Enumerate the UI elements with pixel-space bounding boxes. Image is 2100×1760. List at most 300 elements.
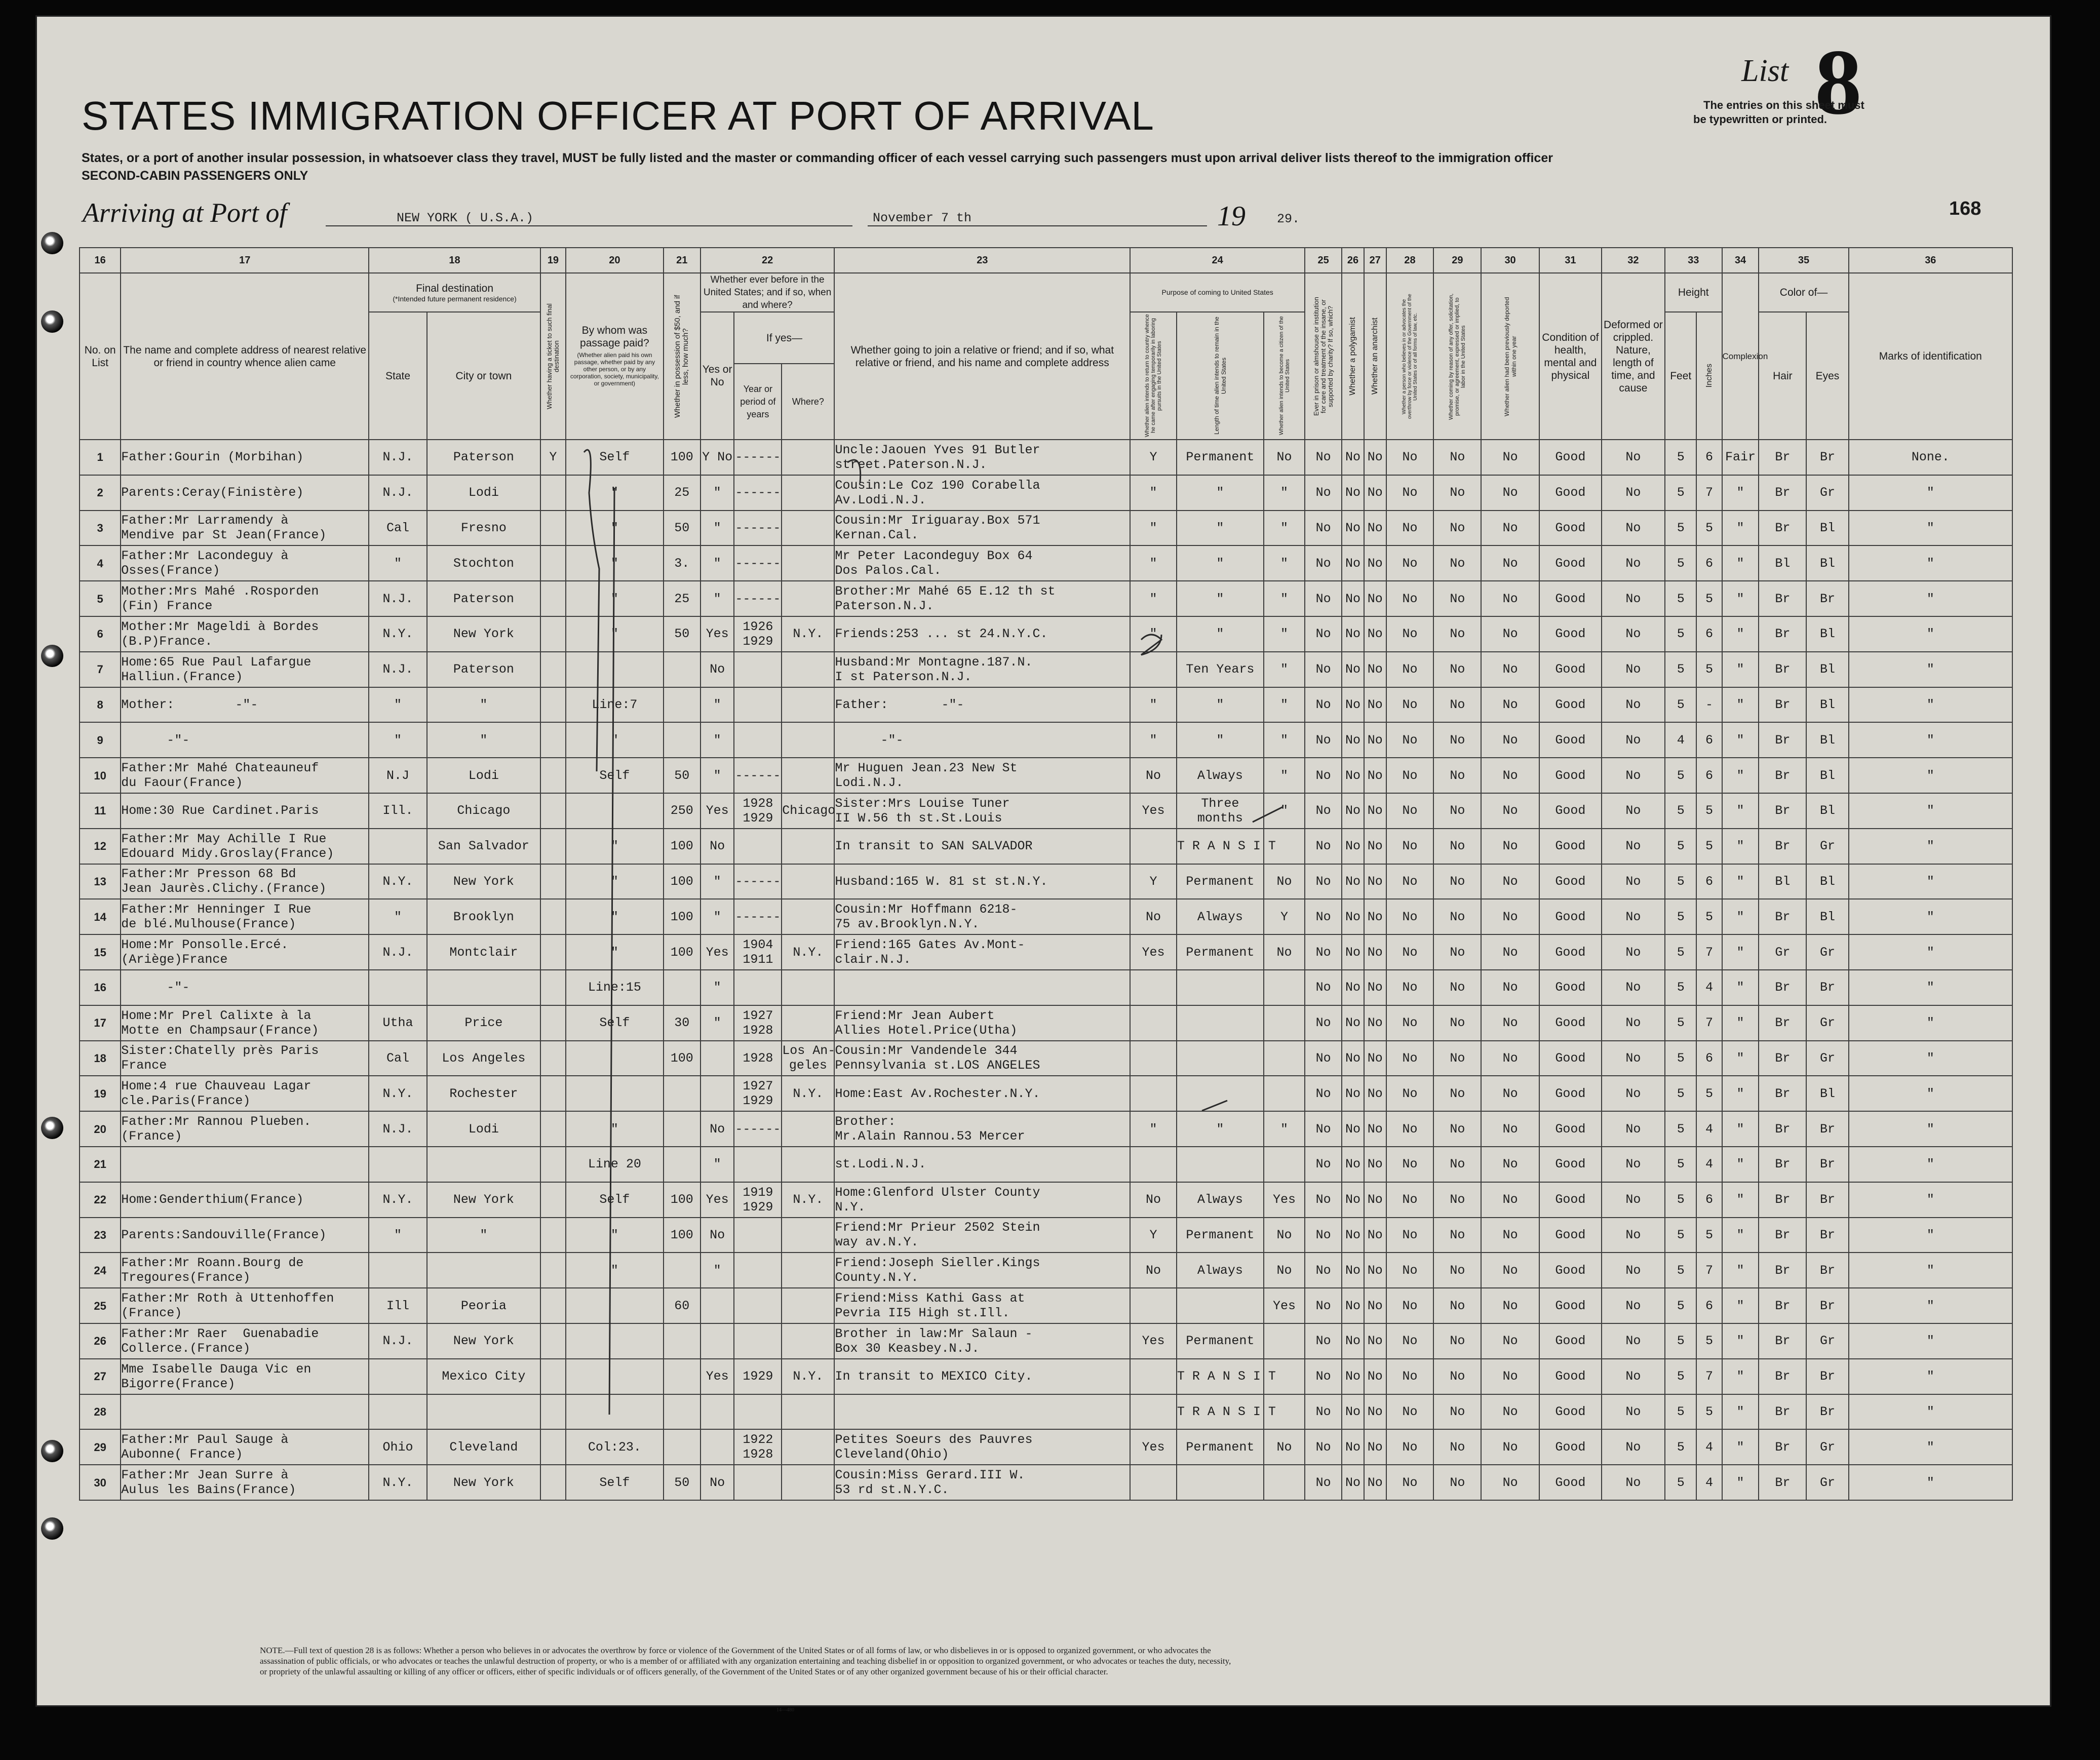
cell-rel: Sister:Chatelly près Paris France	[121, 1041, 369, 1076]
colnum-33: 33	[1665, 248, 1722, 273]
cell-c29: No	[1433, 1218, 1481, 1253]
cell-year: ------	[734, 758, 782, 793]
cell-where: N.Y.	[782, 934, 834, 970]
cell-cit: Yes	[1264, 1288, 1305, 1323]
cell-c29: No	[1433, 440, 1481, 475]
cell-city: Paterson	[427, 652, 540, 687]
cell-c29: No	[1433, 652, 1481, 687]
cell-len: Always	[1177, 1253, 1264, 1288]
cell-rel: Father:Mr Roann.Bourg de Tregoures(France)	[121, 1253, 369, 1288]
cell-yn: Yes	[701, 793, 734, 829]
cell-hair: Br	[1759, 1182, 1806, 1218]
cell-c29: No	[1433, 1182, 1481, 1218]
class-line: SECOND-CABIN PASSENGERS ONLY	[82, 169, 308, 183]
cell-marks: "	[1849, 829, 2012, 864]
cell-c28: No	[1386, 581, 1434, 616]
cell-join: Sister:Mrs Louise Tuner II W.56 th st.St.Louis	[834, 793, 1130, 829]
colnum-25: 25	[1305, 248, 1342, 273]
footnote: NOTE.—Full text of question 28 is as follows: Whether a person who believes in or advocates the overthrow by force or violence of the Government of the United States or of all forms of law, or who disbelieves in or is opposed to organized government, or who advocates the assassination of public officials, or who advocates or teaches the unlawful destruction of property, or who is a member of or affiliated with any organization entertaining and teaching disbelief in or opposition to organized government, or who advocates or teaches the duty, necessity, or propriety of the unlawful assaulting or killing of any officer or officers, either of specific individuals or of officers generally, of the Government of the United States or of any other organized government because of his or their official character.	[260, 1646, 1231, 1676]
cell-c25: No	[1305, 970, 1342, 1005]
cell-inches: 5	[1696, 1076, 1722, 1111]
hair-header: Hair	[1759, 312, 1806, 440]
colnum-31: 31	[1539, 248, 1602, 273]
date-value: November 7 th	[873, 211, 972, 225]
cell-rel: Home:30 Rue Cardinet.Paris	[121, 793, 369, 829]
cell-inches: 5	[1696, 581, 1722, 616]
cell-c29: No	[1433, 1111, 1481, 1147]
cell-hair: Br	[1759, 440, 1806, 475]
cell-c30: No	[1481, 1147, 1539, 1182]
cell-rel: Home:4 rue Chauveau Lagar cle.Paris(France)	[121, 1076, 369, 1111]
cell-len: Always	[1177, 758, 1264, 793]
cell-c27: No	[1364, 829, 1386, 864]
cell-marks: None.	[1849, 440, 2012, 475]
cell-c26: No	[1342, 1076, 1364, 1111]
cell-deformed: No	[1602, 616, 1665, 652]
cell-rel: Mother:Mrs Mahé .Rosporden (Fin) France	[121, 581, 369, 616]
cell-inches: 5	[1696, 652, 1722, 687]
cell-marks: "	[1849, 1147, 2012, 1182]
cell-c30: No	[1481, 545, 1539, 581]
cell-city: Paterson	[427, 440, 540, 475]
year-period-header: Year or period of years	[734, 364, 782, 440]
cell-hair: Bl	[1759, 545, 1806, 581]
marks-header: Marks of identification	[1849, 273, 2012, 440]
subtitle: States, or a port of another insular possession, in whatsoever class they travel, MUST be fully listed and the master or commanding officer of each vessel carrying such passengers must upon arrival deliver lists thereof to the immigration officer	[82, 151, 1553, 165]
cell-len: "	[1177, 722, 1264, 758]
cell-c27: No	[1364, 1359, 1386, 1394]
cell-feet: 5	[1665, 581, 1697, 616]
cell-complexion: "	[1722, 1111, 1759, 1147]
cell-cit: No	[1264, 934, 1305, 970]
cell-health: Good	[1539, 475, 1602, 511]
handwritten-mark-1	[847, 460, 861, 483]
cell-yn: "	[701, 864, 734, 899]
cell-deformed: No	[1602, 934, 1665, 970]
cell-money: 50	[664, 758, 701, 793]
cell-health: Good	[1539, 1288, 1602, 1323]
cell-deformed: No	[1602, 687, 1665, 723]
cell-inches: -	[1696, 687, 1722, 723]
cell-eyes: Bl	[1806, 793, 1848, 829]
cell-c27: No	[1364, 1041, 1386, 1076]
cell-state: N.Y.	[369, 1182, 427, 1218]
form-number: 14—480	[776, 1707, 794, 1713]
cell-no: 3	[80, 511, 121, 546]
list-label: List	[1741, 54, 1789, 88]
cell-deformed: No	[1602, 475, 1665, 511]
cell-c28: No	[1386, 1323, 1434, 1359]
cell-inches: 6	[1696, 616, 1722, 652]
before-header: Whether ever before in the United States; and if so, when and where?	[701, 273, 835, 312]
cell-feet: 5	[1665, 793, 1697, 829]
cell-deformed: No	[1602, 1429, 1665, 1465]
cell-deformed: No	[1602, 1147, 1665, 1182]
binding-hole	[41, 310, 63, 333]
cell-c29: No	[1433, 722, 1481, 758]
colnum-28: 28	[1386, 248, 1434, 273]
cell-c26: No	[1342, 1182, 1364, 1218]
cell-eyes: Bl	[1806, 899, 1848, 934]
cell-state: N.J.	[369, 652, 427, 687]
cell-deformed: No	[1602, 864, 1665, 899]
cell-marks: "	[1849, 545, 2012, 581]
cell-cit: "	[1264, 793, 1305, 829]
cell-join: Cousin:Mr Vandendele 344 Pennsylvania st.LOS ANGELES	[834, 1041, 1130, 1076]
cell-c28: No	[1386, 1041, 1434, 1076]
cell-join: Cousin:Mr Hoffmann 6218- 75 av.Brooklyn.N.Y.	[834, 899, 1130, 934]
cell-c30: No	[1481, 758, 1539, 793]
cell-c28: No	[1386, 1218, 1434, 1253]
cell-complexion: "	[1722, 793, 1759, 829]
cell-state: "	[369, 1218, 427, 1253]
cell-c30: No	[1481, 1429, 1539, 1465]
passage-title: By whom was passage paid?	[580, 324, 649, 349]
cell-no: 30	[80, 1465, 121, 1500]
cell-no: 17	[80, 1005, 121, 1041]
cell-ret: "	[1130, 687, 1177, 723]
cell-marks: "	[1849, 581, 2012, 616]
cell-hair: Br	[1759, 1465, 1806, 1500]
cell-city: Montclair	[427, 934, 540, 970]
cell-c27: No	[1364, 475, 1386, 511]
cell-city: "	[427, 687, 540, 723]
cell-join: In transit to MEXICO City.	[834, 1359, 1130, 1394]
colnum-20: 20	[566, 248, 664, 273]
cell-c28: No	[1386, 864, 1434, 899]
cell-c27: No	[1364, 581, 1386, 616]
port-value: NEW YORK ( U.S.A.)	[397, 211, 534, 225]
cell-c26: No	[1342, 970, 1364, 1005]
cell-feet: 5	[1665, 758, 1697, 793]
colnum-36: 36	[1849, 248, 2012, 273]
cell-yn: "	[701, 722, 734, 758]
cell-c30: No	[1481, 899, 1539, 934]
cell-inches: 7	[1696, 1253, 1722, 1288]
cell-paid: "	[566, 1111, 664, 1147]
cell-c26: No	[1342, 1218, 1364, 1253]
cell-yn: "	[701, 758, 734, 793]
cell-city: Chicago	[427, 793, 540, 829]
cell-c27: No	[1364, 1288, 1386, 1323]
cell-no: 7	[80, 652, 121, 687]
cell-health: Good	[1539, 934, 1602, 970]
cell-cit: "	[1264, 1111, 1305, 1147]
cell-c30: No	[1481, 1465, 1539, 1500]
final-destination-note: (*Intended future permanent residence)	[393, 294, 517, 303]
cell-c29: No	[1433, 934, 1481, 970]
cell-c27: No	[1364, 1111, 1386, 1147]
cell-year: ------	[734, 475, 782, 511]
colnum-23: 23	[834, 248, 1130, 273]
cell-ret: "	[1130, 616, 1177, 652]
cell-rel: Home:65 Rue Paul Lafargue Halliun.(France)	[121, 652, 369, 687]
cell-yn: No	[701, 1218, 734, 1253]
colnum-34: 34	[1722, 248, 1759, 273]
cell-c30: No	[1481, 722, 1539, 758]
cell-cit: "	[1264, 687, 1305, 723]
cell-marks: "	[1849, 1394, 2012, 1430]
cell-year: 1928	[734, 1041, 782, 1076]
cell-hair: Br	[1759, 970, 1806, 1005]
cell-city: Price	[427, 1005, 540, 1041]
cell-no: 12	[80, 829, 121, 864]
cell-c26: No	[1342, 687, 1364, 723]
cell-marks: "	[1849, 1111, 2012, 1147]
cell-feet: 5	[1665, 1147, 1697, 1182]
cell-paid: "	[566, 545, 664, 581]
cell-c28: No	[1386, 970, 1434, 1005]
cell-c30: No	[1481, 1218, 1539, 1253]
cell-cit: "	[1264, 758, 1305, 793]
cell-feet: 5	[1665, 652, 1697, 687]
cell-yn: "	[701, 1147, 734, 1182]
cell-c28: No	[1386, 1147, 1434, 1182]
cell-city: Brooklyn	[427, 899, 540, 934]
c27-header-text: Whether an anarchist	[1370, 318, 1379, 395]
list-number: 8	[1815, 30, 1862, 134]
cell-eyes: Bl	[1806, 687, 1848, 723]
cell-c29: No	[1433, 616, 1481, 652]
cell-c29: No	[1433, 1323, 1481, 1359]
cell-join: Mr Huguen Jean.23 New St Lodi.N.J.	[834, 758, 1130, 793]
cell-state: Ill.	[369, 793, 427, 829]
if-yes-header: If yes—	[734, 312, 834, 364]
cell-money: 3.	[664, 545, 701, 581]
c25-header-text: Ever in prison or almshouse or institution for care and treatment of the insane, or supported by charity? If so, which?	[1312, 297, 1334, 416]
cell-c30: No	[1481, 581, 1539, 616]
cell-city: Stochton	[427, 545, 540, 581]
cell-paid: Self	[566, 758, 664, 793]
colnum-30: 30	[1481, 248, 1539, 273]
cell-feet: 4	[1665, 722, 1697, 758]
cell-feet: 5	[1665, 1076, 1697, 1111]
cell-health: Good	[1539, 1005, 1602, 1041]
cell-money: 50	[664, 511, 701, 546]
cell-c25: No	[1305, 934, 1342, 970]
cell-paid: Col:23.	[566, 1429, 664, 1465]
cell-hair: Gr	[1759, 934, 1806, 970]
cell-city: Fresno	[427, 511, 540, 546]
cell-join: Uncle:Jaouen Yves 91 Butler street.Paterson.N.J.	[834, 440, 1130, 475]
cell-inches: 6	[1696, 1041, 1722, 1076]
cell-c26: No	[1342, 864, 1364, 899]
cell-marks: "	[1849, 687, 2012, 723]
cell-paid: Line:7	[566, 687, 664, 723]
cell-city: Lodi	[427, 475, 540, 511]
cell-c28: No	[1386, 1182, 1434, 1218]
binding-hole	[41, 1117, 63, 1139]
cell-complexion: "	[1722, 1465, 1759, 1500]
colnum-26: 26	[1342, 248, 1364, 273]
cell-cit: No	[1264, 1253, 1305, 1288]
cell-c30: No	[1481, 1041, 1539, 1076]
cell-join: Mr Peter Lacondeguy Box 64 Dos Palos.Cal.	[834, 545, 1130, 581]
cell-paid: Self	[566, 440, 664, 475]
cell-complexion: "	[1722, 475, 1759, 511]
cell-c27: No	[1364, 511, 1386, 546]
cell-state: "	[369, 545, 427, 581]
cell-c29: No	[1433, 475, 1481, 511]
cell-inches: 4	[1696, 1429, 1722, 1465]
cell-c27: No	[1364, 1323, 1386, 1359]
cell-marks: "	[1849, 758, 2012, 793]
cell-inches: 7	[1696, 1005, 1722, 1041]
cell-len: Permanent	[1177, 934, 1264, 970]
cell-yn: "	[701, 475, 734, 511]
cell-marks: "	[1849, 1253, 2012, 1288]
cell-feet: 5	[1665, 1005, 1697, 1041]
cell-paid: Self	[566, 1005, 664, 1041]
cell-health: Good	[1539, 864, 1602, 899]
cell-state: Utha	[369, 1005, 427, 1041]
cell-deformed: No	[1602, 1359, 1665, 1394]
year-prefix: 19	[1217, 201, 1246, 232]
colnum-16: 16	[80, 248, 121, 273]
cell-c28: No	[1386, 722, 1434, 758]
cell-c25: No	[1305, 1111, 1342, 1147]
cell-marks: "	[1849, 1465, 2012, 1500]
cell-paid: "	[566, 1253, 664, 1288]
cell-no: 8	[80, 687, 121, 723]
cell-health: Good	[1539, 1359, 1602, 1394]
colnum-21: 21	[664, 248, 701, 273]
cell-ticket: Y	[540, 440, 566, 475]
cell-year: 1926 1929	[734, 616, 782, 652]
cell-eyes: Br	[1806, 440, 1848, 475]
cell-where: Chicago	[782, 793, 834, 829]
cell-len: Ten Years	[1177, 652, 1264, 687]
handwritten-mark-2	[1141, 635, 1161, 655]
cell-cit: "	[1264, 475, 1305, 511]
cell-feet: 5	[1665, 1253, 1697, 1288]
cell-hair: Br	[1759, 616, 1806, 652]
cell-c28: No	[1386, 1429, 1434, 1465]
cell-hair: Bl	[1759, 864, 1806, 899]
cell-eyes: Bl	[1806, 722, 1848, 758]
cell-no: 26	[80, 1323, 121, 1359]
c29-header-text: Whether coming by reason of any offer, solicitation, promise, or agreement, expressed or implied, to labor in the United States	[1448, 293, 1467, 420]
cell-ret: Yes	[1130, 1323, 1177, 1359]
cell-c26: No	[1342, 829, 1364, 864]
cell-inches: 5	[1696, 793, 1722, 829]
cell-marks: "	[1849, 1076, 2012, 1111]
cell-deformed: No	[1602, 758, 1665, 793]
cell-deformed: No	[1602, 1218, 1665, 1253]
cell-c25: No	[1305, 1323, 1342, 1359]
cell-c26: No	[1342, 1253, 1364, 1288]
cell-ret: "	[1130, 511, 1177, 546]
cell-c30: No	[1481, 970, 1539, 1005]
binding-hole	[41, 1517, 63, 1540]
colnum-19: 19	[540, 248, 566, 273]
cell-c28: No	[1386, 1394, 1434, 1430]
cell-feet: 5	[1665, 864, 1697, 899]
cell-c25: No	[1305, 1394, 1342, 1430]
cell-rel: Home:Mr Prel Calixte à la Motte en Champsaur(France)	[121, 1005, 369, 1041]
cell-deformed: No	[1602, 1465, 1665, 1500]
cell-eyes: Br	[1806, 1218, 1848, 1253]
cell-deformed: No	[1602, 1394, 1665, 1430]
cell-c26: No	[1342, 1323, 1364, 1359]
cell-ret: "	[1130, 581, 1177, 616]
cell-marks: "	[1849, 1005, 2012, 1041]
cell-city: New York	[427, 616, 540, 652]
cell-health: Good	[1539, 581, 1602, 616]
cell-rel: Mme Isabelle Dauga Vic en Bigorre(France)	[121, 1359, 369, 1394]
cell-state: N.J.	[369, 475, 427, 511]
cell-no: 15	[80, 934, 121, 970]
cell-feet: 5	[1665, 687, 1697, 723]
cell-no: 28	[80, 1394, 121, 1430]
cell-health: Good	[1539, 1323, 1602, 1359]
cell-year: 1927 1928	[734, 1005, 782, 1041]
c30-header-text: Whether alien had been previously deported within one year	[1503, 296, 1518, 416]
cell-eyes: Bl	[1806, 1076, 1848, 1111]
cell-complexion: "	[1722, 1076, 1759, 1111]
cell-deformed: No	[1602, 970, 1665, 1005]
cell-health: Good	[1539, 1253, 1602, 1288]
cell-cit: "	[1264, 511, 1305, 546]
cell-join: Brother:Mr Mahé 65 E.12 th st Paterson.N.J.	[834, 581, 1130, 616]
cell-feet: 5	[1665, 511, 1697, 546]
cell-money: 100	[664, 899, 701, 934]
cell-join: Friend:Joseph Sieller.Kings County.N.Y.	[834, 1253, 1130, 1288]
cell-c29: No	[1433, 970, 1481, 1005]
cell-health: Good	[1539, 970, 1602, 1005]
cell-inches: 5	[1696, 829, 1722, 864]
cell-city: Los Angeles	[427, 1041, 540, 1076]
cell-city: Lodi	[427, 758, 540, 793]
cell-c28: No	[1386, 1288, 1434, 1323]
cell-ret: Y	[1130, 864, 1177, 899]
cell-c30: No	[1481, 934, 1539, 970]
cell-inches: 6	[1696, 864, 1722, 899]
cell-deformed: No	[1602, 1111, 1665, 1147]
cell-feet: 5	[1665, 616, 1697, 652]
cell-deformed: No	[1602, 1288, 1665, 1323]
cell-inches: 6	[1696, 440, 1722, 475]
cell-yn: Yes	[701, 616, 734, 652]
cell-paid: Line:15	[566, 970, 664, 1005]
cell-complexion: "	[1722, 1041, 1759, 1076]
cell-c27: No	[1364, 758, 1386, 793]
cell-len: "	[1177, 1111, 1264, 1147]
cell-complexion: "	[1722, 687, 1759, 723]
cell-state: N.Y.	[369, 864, 427, 899]
cell-c28: No	[1386, 616, 1434, 652]
cell-eyes: Br	[1806, 1111, 1848, 1147]
cell-len: Always	[1177, 1182, 1264, 1218]
manifest-sheet	[35, 15, 2051, 1713]
cell-c27: No	[1364, 934, 1386, 970]
cell-rel: Father:Gourin (Morbihan)	[121, 440, 369, 475]
cell-inches: 5	[1696, 899, 1722, 934]
cell-inches: 6	[1696, 545, 1722, 581]
cell-c29: No	[1433, 899, 1481, 934]
cell-yn: Yes	[701, 934, 734, 970]
cell-where: Los An- geles	[782, 1041, 834, 1076]
cell-state: N.Y.	[369, 1076, 427, 1111]
cell-c27: No	[1364, 1253, 1386, 1288]
cell-rel: Father:Mr Rannou Plueben. (France)	[121, 1111, 369, 1147]
cell-rel: Mother:Mr Mageldi à Bordes (B.P)France.	[121, 616, 369, 652]
cell-len: Permanent	[1177, 864, 1264, 899]
cell-rel: Father:Mr Larramendy à Mendive par St Jean(France)	[121, 511, 369, 546]
cell-yn: "	[701, 581, 734, 616]
cell-marks: "	[1849, 511, 2012, 546]
cell-c30: No	[1481, 1323, 1539, 1359]
